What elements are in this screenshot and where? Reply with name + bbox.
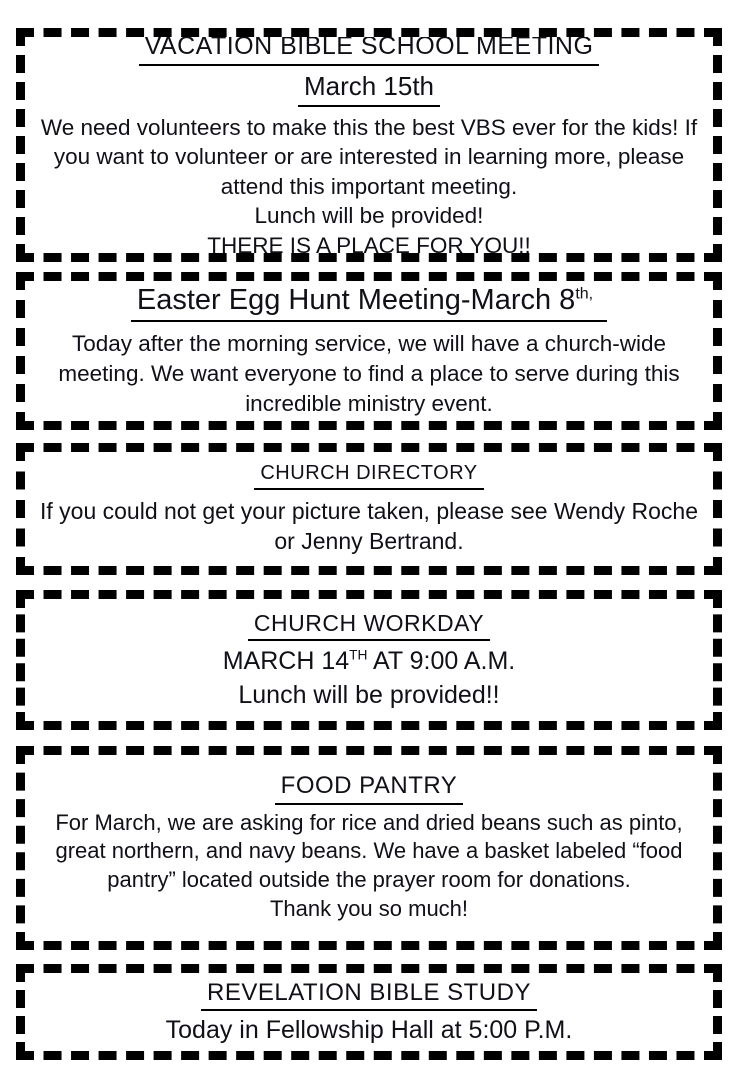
directory-title — [254, 462, 483, 490]
announcement-church-workday — [16, 590, 722, 730]
revelation-title — [201, 979, 537, 1012]
easter-egg-title-superscript: th, — [575, 285, 594, 303]
workday-title-text: CHURCH WORKDAY — [248, 610, 490, 641]
announcement-easter-egg-meeting — [16, 272, 722, 430]
announcement-food-pantry — [16, 746, 722, 950]
easter-egg-title — [131, 284, 607, 322]
workday-title — [248, 610, 490, 641]
announcement-vbs-meeting — [16, 28, 722, 262]
revelation-body: Today in Fellowship Hall at 5:00 P.M. — [165, 1016, 573, 1045]
directory-body: If you could not get your picture taken, please see Wendy Roche or Jenny Bertrand. — [39, 497, 699, 554]
easter-egg-title-text — [131, 284, 607, 322]
vbs-lunch-line: Lunch will be provided! — [254, 203, 484, 229]
vbs-tagline: THERE IS A PLACE FOR YOU!! — [207, 232, 531, 258]
revelation-title-text: REVELATION BIBLE STUDY — [201, 979, 537, 1012]
pantry-title — [275, 772, 464, 805]
vbs-title-text: VACATION BIBLE SCHOOL MEETING — [139, 32, 600, 66]
workday-date — [223, 647, 516, 676]
vbs-body: We need volunteers to make this the best VBS ever for the kids! If you want to volunteer or are interested in learning more, please attend this important meeting. — [40, 114, 698, 199]
easter-egg-title-main: Easter Egg Hunt Meeting-March 8 — [136, 283, 576, 316]
workday-date-superscript: TH — [349, 647, 368, 663]
announcement-church-directory — [16, 443, 722, 575]
easter-egg-body: Today after the morning service, we will have a church-wide meeting. We want everyone to find a place to serve during this incredible ministry event. — [58, 331, 680, 416]
pantry-title-text: FOOD PANTRY — [275, 772, 464, 805]
vbs-title — [139, 32, 600, 66]
directory-title-text: CHURCH DIRECTORY — [254, 462, 483, 490]
pantry-thanks-line: Thank you so much! — [269, 896, 469, 922]
workday-lunch-line: Lunch will be provided!! — [238, 681, 500, 710]
workday-date-rest: AT 9:00 A.M. — [367, 647, 516, 676]
workday-date-main: MARCH 14 — [222, 647, 350, 676]
announcement-revelation-bible-study — [16, 964, 722, 1060]
vbs-date — [298, 71, 440, 107]
vbs-date-text: March 15th — [298, 72, 440, 107]
pantry-body: For March, we are asking for rice and dried beans such as pinto, great northern, and navy beans. We have a basket labeled “food pantry” located outside the prayer room for donations. — [55, 809, 683, 893]
